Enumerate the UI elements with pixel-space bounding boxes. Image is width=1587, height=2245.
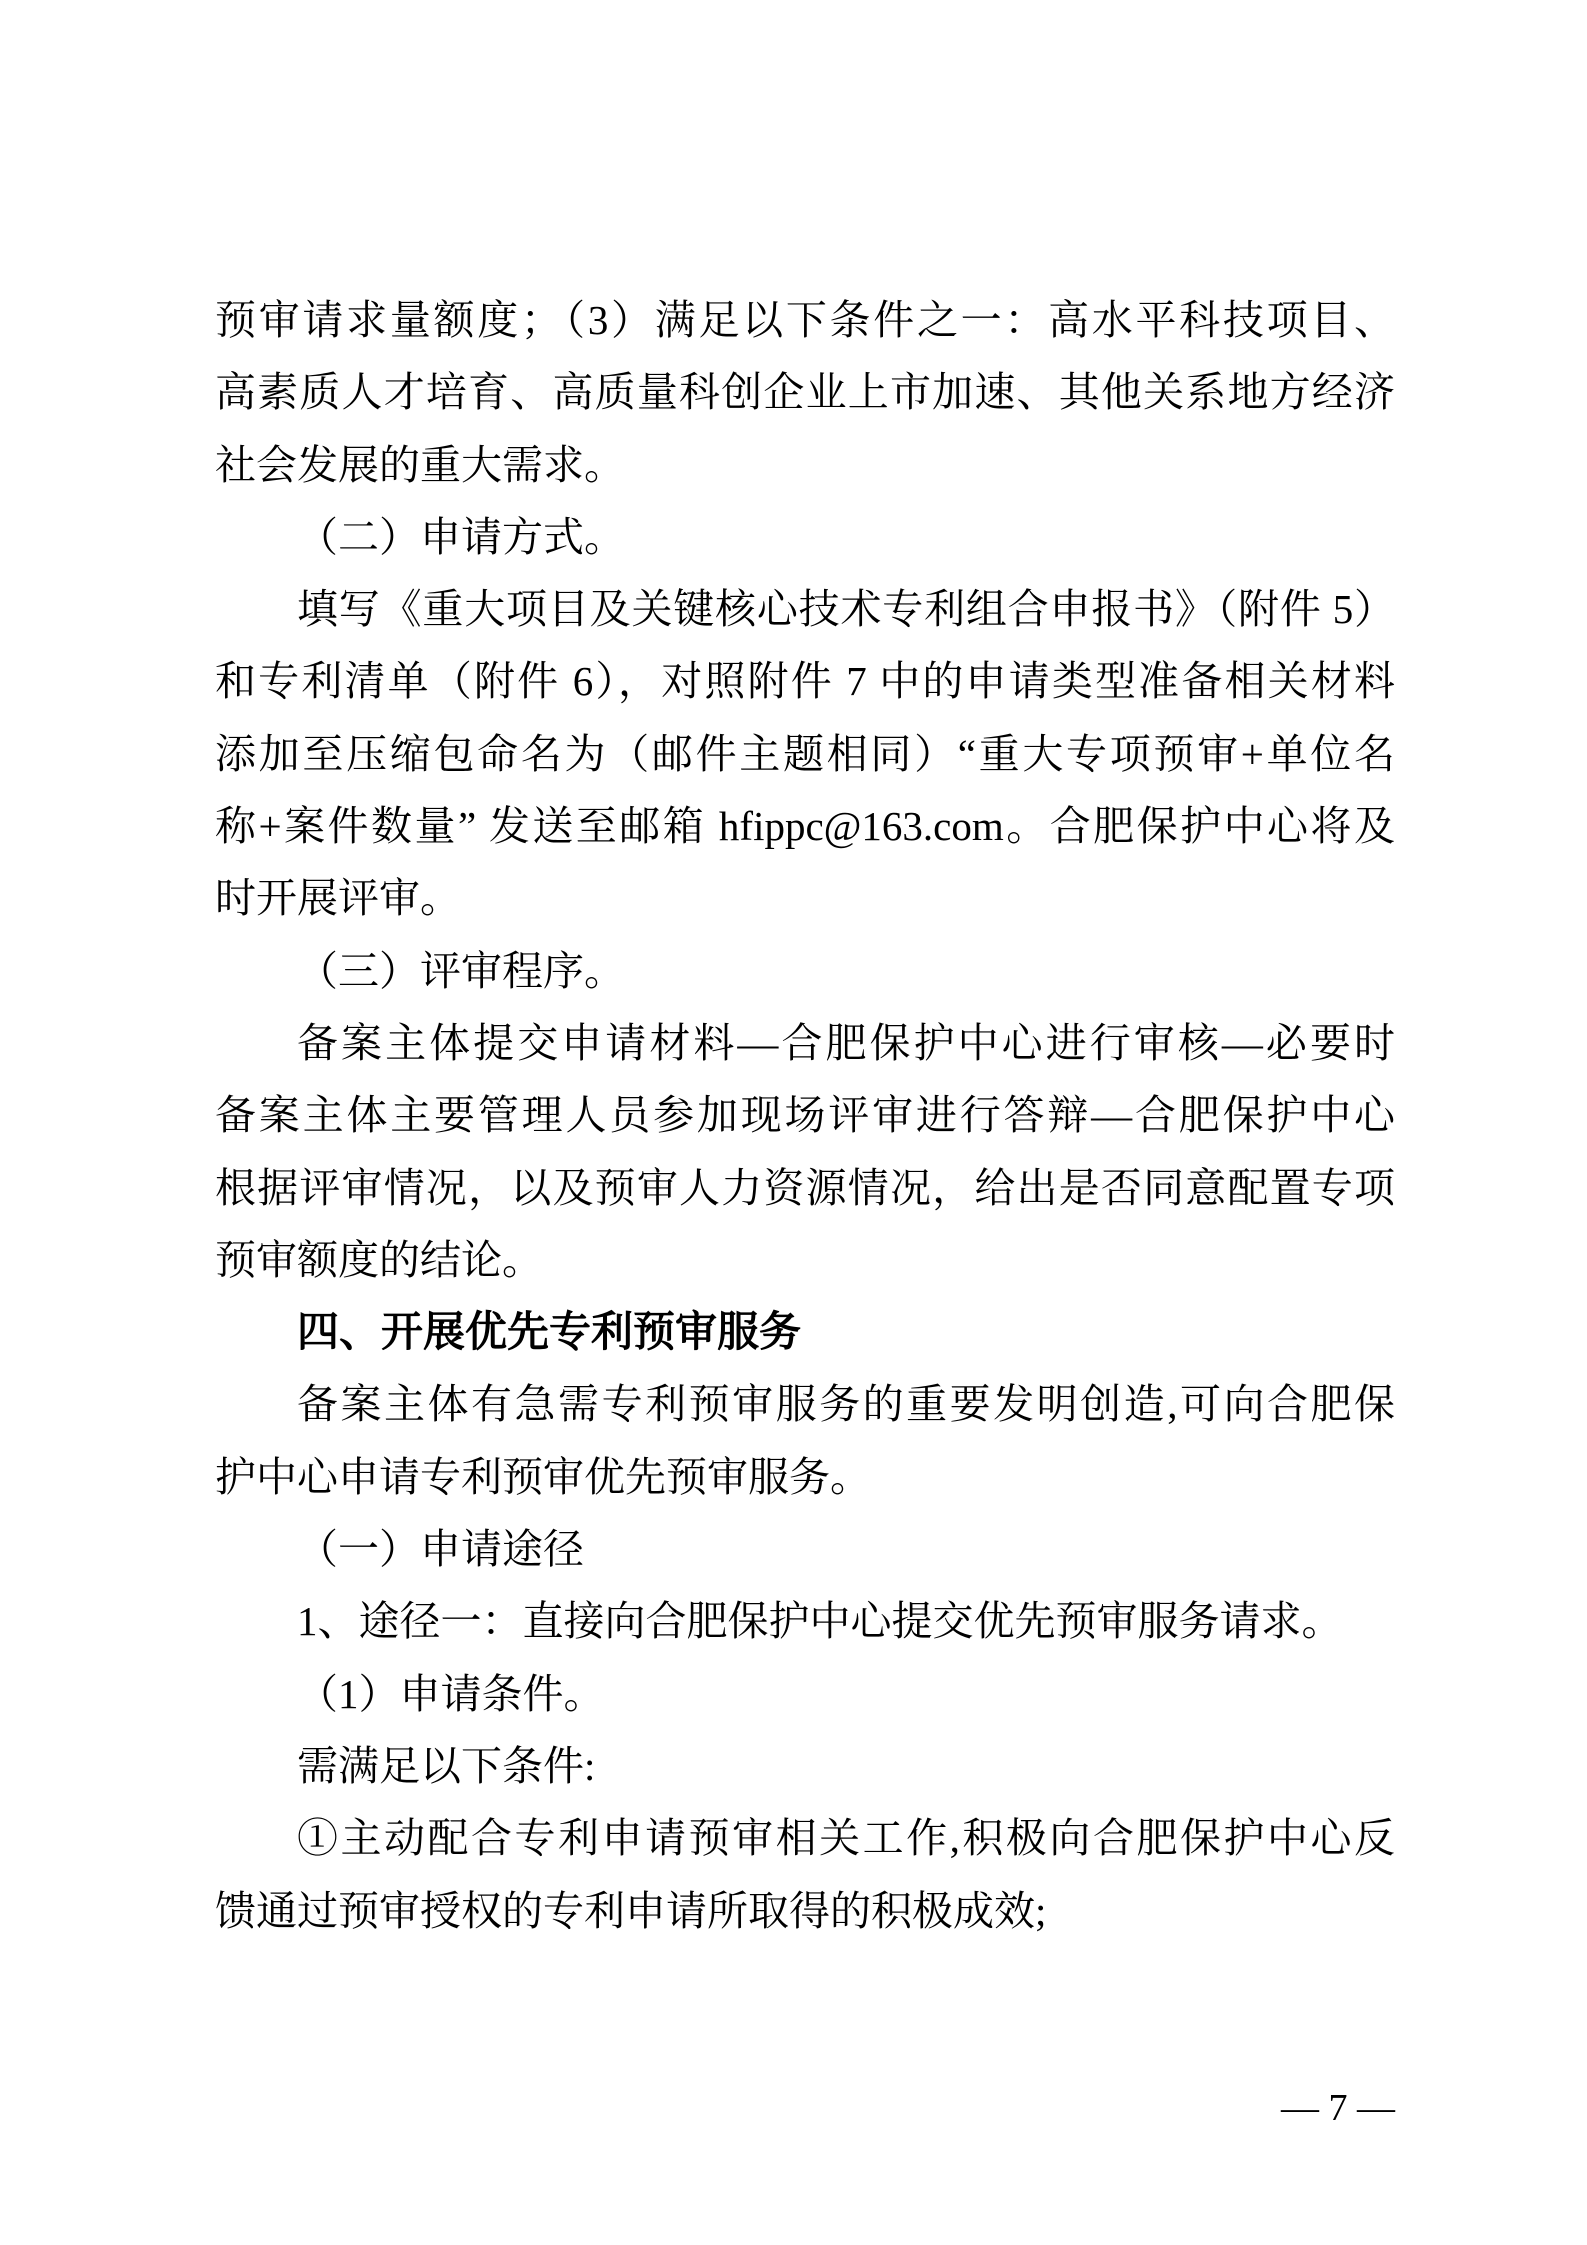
text-line: 预审额度的结论。 [215,1236,543,1283]
text-line: 备案主体主要管理人员参加现场评审进行答辩—合肥保护中心 [215,1092,1395,1139]
text-line: 填写《重大项目及关键核心技术专利组合申报书》（附件 5） [297,586,1395,633]
text-line: 需满足以下条件: [297,1742,596,1789]
text-line: 馈通过预审授权的专利申请所取得的积极成效; [215,1887,1047,1934]
text-line: 和专利清单（附件 6），对照附件 7 中的申请类型准备相关材料 [215,658,1395,705]
text-line: （1）申请条件。 [297,1670,605,1717]
text-line: 1、途径一：直接向合肥保护中心提交优先预审服务请求。 [297,1598,1343,1645]
text-line: 称+案件数量” 发送至邮箱 hfippc@163.com。合肥保护中心将及 [215,803,1395,850]
text-line: 备案主体提交申请材料—合肥保护中心进行审核—必要时 [297,1019,1395,1066]
text-line: 添加至压缩包命名为（邮件主题相同）“重大专项预审+单位名 [215,730,1395,777]
text-line: 社会发展的重大需求。 [215,441,625,488]
page-number: — 7 — [1281,2087,1395,2129]
text-line: （三）评审程序。 [297,947,625,994]
section-heading: 四、开展优先专利预审服务 [297,1308,802,1356]
text-line: 时开展评审。 [215,875,461,922]
text-line: ①主动配合专利申请预审相关工作,积极向合肥保护中心反 [297,1815,1395,1862]
text-line: 高素质人才培育、高质量科创企业上市加速、其他关系地方经济 [215,369,1395,416]
text-line: （一）申请途径 [297,1526,584,1573]
text-block [215,284,1395,1947]
text-line: 备案主体有急需专利预审服务的重要发明创造,可向合肥保 [297,1381,1395,1428]
text-line: 护中心申请专利预审优先预审服务。 [215,1453,871,1500]
text-line: （二）申请方式。 [297,513,625,560]
text-line: 根据评审情况，以及预审人力资源情况，给出是否同意配置专项 [215,1164,1395,1211]
text-line: 预审请求量额度；（3）满足以下条件之一：高水平科技项目、 [215,297,1395,343]
